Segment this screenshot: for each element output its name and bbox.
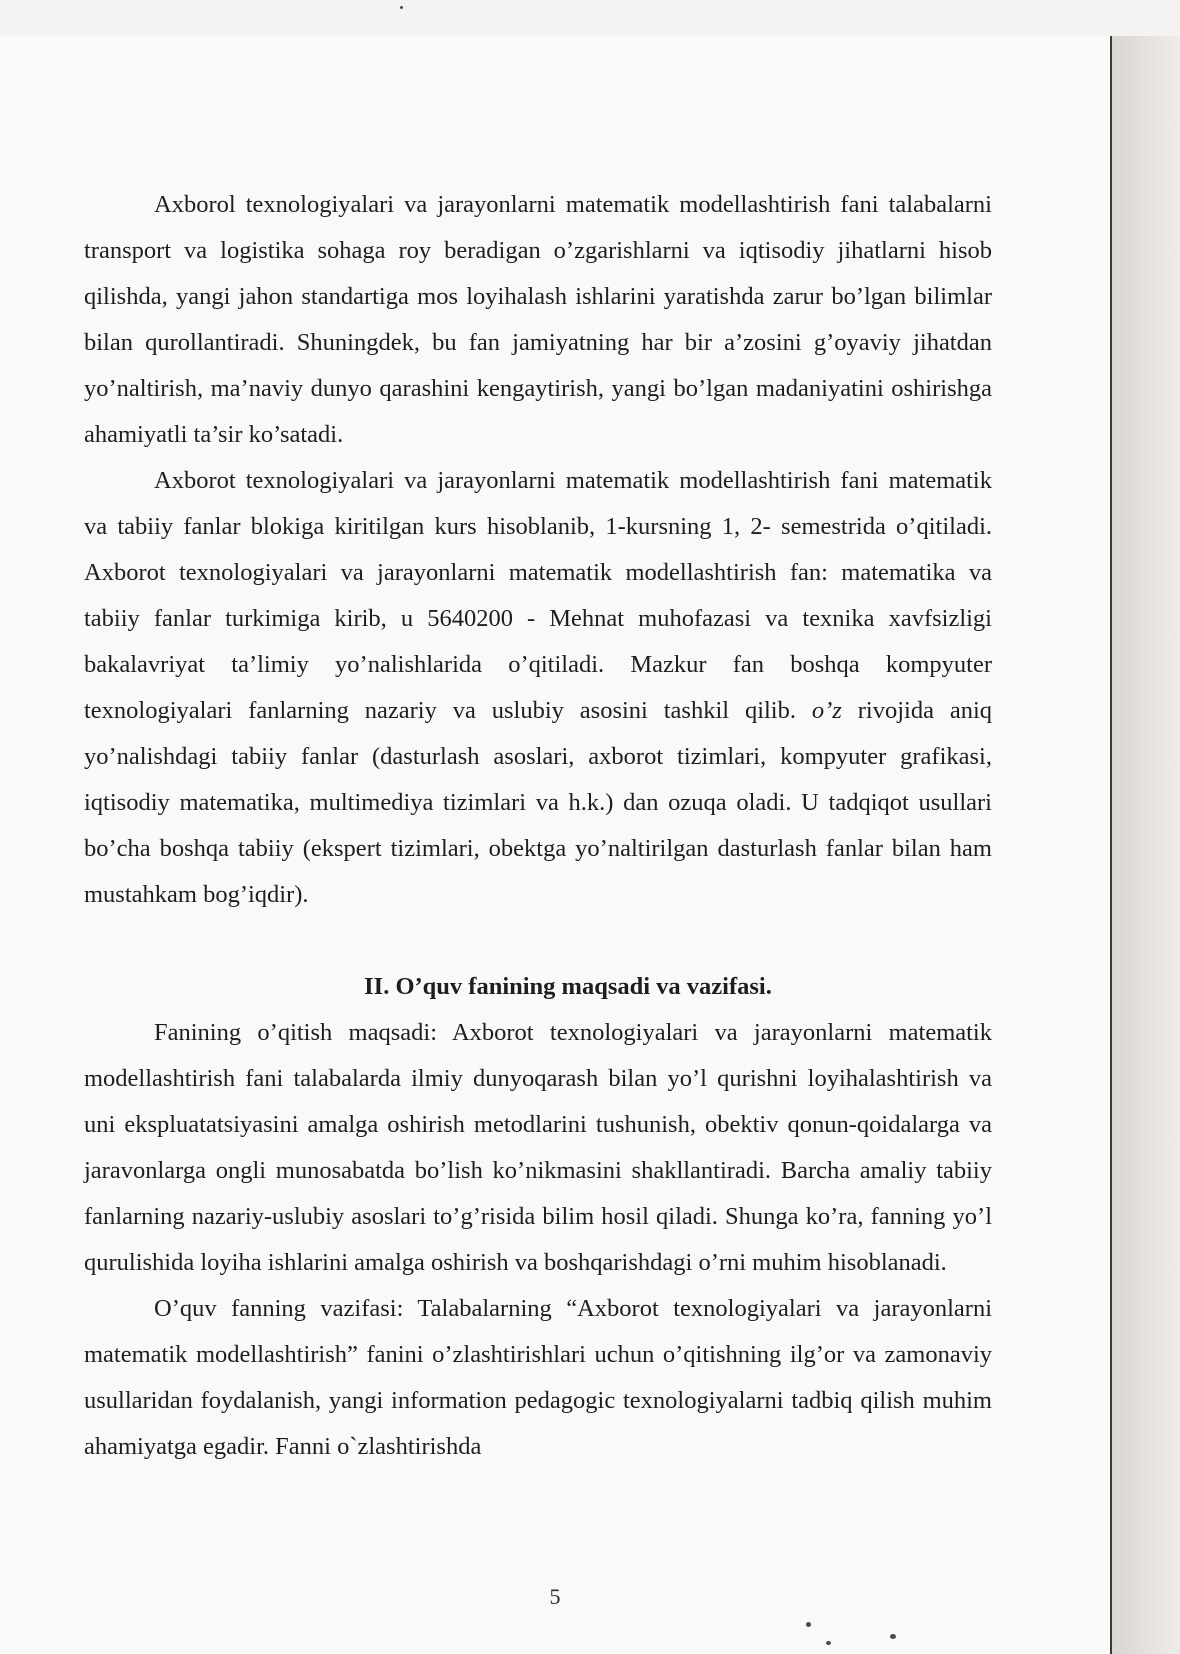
- paragraph-goal: Fanining o’qitish maqsadi: Axborot texnologiyalari va jarayonlarni matematik modellashtirish fani talabalarda ilmiy dunyoqarash bilan yo’l qurishni loyihalashtirish va uni ekspluatatsiyasini amalga oshirish metodlarini tushunish, obektiv qonun-qoidalarga va jaravonlarga ongli munosabatda bo’lish ko’nikmasini shakllantiradi. Barcha amaliy tabiiy fanlarning nazariy-uslubiy asoslari to’g’risida bilim hosil qiladi. Shunga ko’ra, fanning yo’l qurulishida loyiha ishlarini amalga oshirish va boshqarishdagi o’rni muhim hisoblanadi.: [84, 1019, 992, 1276]
- document-body: [84, 182, 992, 1470]
- section-heading: II. O’quv fanining maqsadi va vazifasi.: [364, 973, 772, 1000]
- scan-speck: [806, 1622, 811, 1627]
- page-edge-shadow: [1112, 36, 1180, 1654]
- scan-speck: [826, 1641, 831, 1645]
- italic-word: o’z: [811, 697, 842, 724]
- paragraph-course-info: [84, 458, 992, 918]
- scan-speck: [890, 1634, 896, 1639]
- paragraph-course-info-text: Axborot texnologiyalari va jarayonlarni matematik modellashtirish fani matematik va tabiiy fanlar blokiga kiritilgan kurs hisoblanib, 1-kursning 1, 2- semestrida o’qitiladi. Axborot texnologiyalari va jarayonlarni matematik modellashtirish fan: matematika va tabiiy fanlar turkimiga kirib, u 5640200 - Mehnat muhofazasi va texnika xavfsizligi bakalavriyat ta’limiy yo’nalishlarida o’qitiladi. Mazkur fan boshqa kompyuter texnologiyalari fanlarning nazariy va uslubiy asosini tashkil qilib.: [84, 467, 992, 724]
- scan-speck: [400, 6, 403, 9]
- paragraph-intro: Axborol texnologiyalari va jarayonlarni matematik modellashtirish fani talabalarni transport va logistika sohaga roy beradigan o’zgarishlarni va iqtisodiy jihatlarni hisob qilishda, yangi jahon standartiga mos loyihalash ishlarini yaratishda zarur bo’lgan bilimlar bilan qurollantiradi. Shuningdek, bu fan jamiyatning har bir a’zosini g’oyaviy jihatdan yo’naltirish, ma’naviy dunyo qarashini kengaytirish, yangi bo’lgan madaniyatini oshirishga ahamiyatli ta’sir ko’satadi.: [84, 191, 992, 448]
- page-number: 5: [549, 1584, 561, 1609]
- paragraph-course-info-tail: rivojida aniq yo’nalishdagi tabiiy fanlar (dasturlash asoslari, axborot tizimlari, kompyuter grafikasi, iqtisodiy matematika, multimediya tizimlari va h.k.) dan ozuqa oladi. U tadqiqot usullari bo’cha boshqa tabiiy (ekspert tizimlari, obektga yo’naltirilgan dasturlash fanlar bilan ham mustahkam bog’iqdir).: [84, 697, 993, 908]
- scan-top-band: [0, 0, 1180, 36]
- paragraph-tasks: O’quv fanning vazifasi: Talabalarning “Axborot texnologiyalari va jarayonlarni matematik modellashtirish” fanini o’zlashtirishlari uchun o’qitishning ilg’or va zamonaviy usullaridan foydalanish, yangi information pedagogic texnologiyalarni tadbiq qilish muhim ahamiyatga egadir. Fanni o`zlashtirishda: [84, 1295, 992, 1460]
